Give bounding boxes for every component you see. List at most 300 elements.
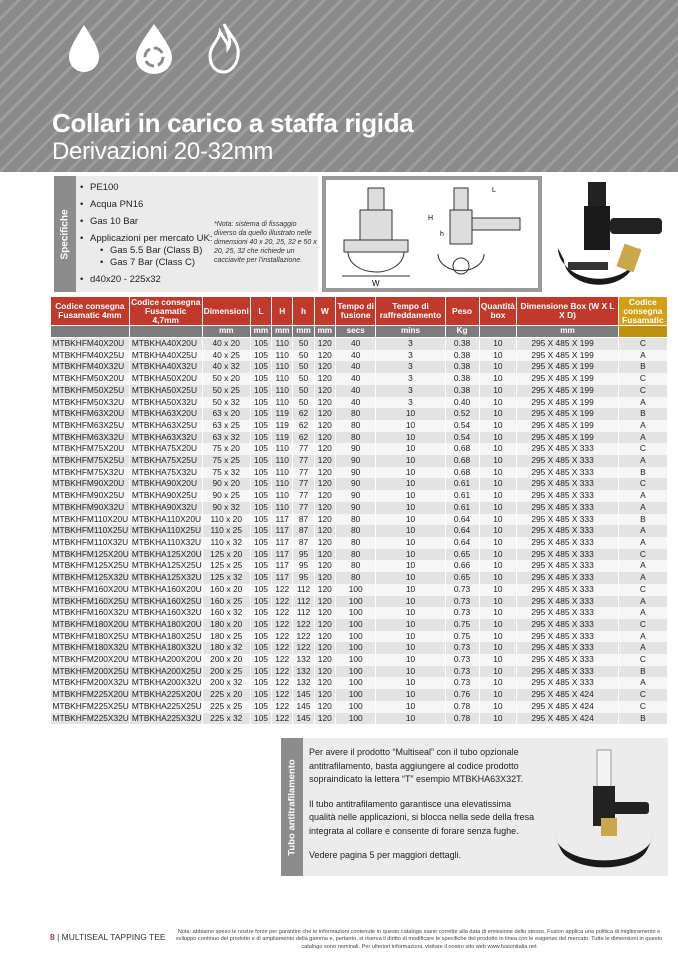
table-row [51, 443, 668, 455]
table-cell: 120 [314, 607, 335, 619]
table-cell: 112 [293, 607, 314, 619]
table-cell: MTBKHFM90X25U [51, 490, 130, 502]
table-cell: 40 x 20 [202, 338, 250, 350]
table-cell: 10 [479, 420, 517, 432]
spec-item: • Applicazioni per mercato UK: • Gas 5.5 Bar (Class B) • Gas 7 Bar (Class C) [80, 233, 213, 268]
table-cell: 100 [335, 654, 376, 666]
table-cell: C [618, 584, 667, 596]
header-icons [60, 18, 248, 78]
table-cell: 105 [250, 420, 271, 432]
table-cell: 125 x 25 [202, 560, 250, 572]
col-header: Codice consegna Fusamatic [618, 297, 667, 326]
table-cell: 295 X 485 X 333 [517, 478, 618, 490]
table-cell: 0.76 [445, 689, 479, 701]
table-cell: C [618, 689, 667, 701]
table-cell: 3 [376, 373, 445, 385]
table-cell: MTBKHA90X20U [129, 478, 202, 490]
table-cell: 40 [335, 385, 376, 397]
table-cell: MTBKHA110X20U [129, 514, 202, 526]
table-row [51, 467, 668, 479]
unit-cell [51, 326, 130, 338]
table-cell: 120 [314, 514, 335, 526]
table-cell: A [618, 490, 667, 502]
table-cell: 295 X 485 X 199 [517, 397, 618, 409]
table-cell: 40 [335, 350, 376, 362]
table-cell: MTBKHFM160X20U [52, 583, 129, 594]
table-cell: 0.65 [445, 572, 479, 584]
table-cell: 122 [272, 701, 293, 713]
table-cell: MTBKHFM125X20U [52, 548, 129, 559]
table-cell: 180 x 20 [202, 619, 250, 631]
footer-page: 8 | MULTISEAL TAPPING TEE [50, 932, 166, 942]
table-row [51, 701, 668, 713]
flame-icon [200, 18, 248, 78]
table-cell: 180 x 32 [202, 642, 250, 654]
table-cell: 295 X 485 X 333 [517, 607, 618, 619]
tube-paragraph: Il tubo antitrafilamento garantisce una elevatissima qualità nelle applicazioni, si blocca nella sede della fresa integrata al collare e consente di forare senza fughe. [309, 798, 535, 836]
table-cell: 77 [293, 502, 314, 514]
spec-item: • d40x20 - 225x32 [80, 274, 213, 285]
table-cell: 0.73 [445, 654, 479, 666]
table-cell: 63 x 32 [202, 432, 250, 444]
table-cell: 0.75 [445, 631, 479, 643]
table-cell: 10 [479, 397, 517, 409]
table-cell: 122 [272, 642, 293, 654]
table-cell: 10 [376, 490, 445, 502]
table-cell: 100 [335, 607, 376, 619]
table-cell: MTBKHA50X25U [129, 385, 202, 397]
table-cell: C [618, 549, 667, 561]
table-cell: 120 [314, 455, 335, 467]
table-cell: 225 x 32 [202, 713, 250, 725]
table-cell: 0.73 [445, 584, 479, 596]
table-cell: MTBKHA90X25U [129, 490, 202, 502]
table-cell: 10 [376, 677, 445, 689]
table-cell: 105 [250, 654, 271, 666]
table-row [51, 361, 668, 373]
table-cell: 122 [272, 713, 293, 725]
table-cell: 112 [293, 596, 314, 608]
table-cell: MTBKHA75X20U [129, 443, 202, 455]
table-cell: 10 [376, 654, 445, 666]
table-cell: 90 x 25 [202, 490, 250, 502]
table-cell: MTBKHFM50X25U [51, 385, 130, 397]
table-cell: MTBKHA63X20U [129, 408, 202, 420]
table-cell: 90 x 20 [202, 478, 250, 490]
table-cell: 160 x 25 [202, 596, 250, 608]
table-cell: MTBKHA63X25U [129, 420, 202, 432]
table-cell: 295 X 485 X 333 [517, 502, 618, 514]
table-cell: 105 [250, 525, 271, 537]
table-cell: 120 [314, 525, 335, 537]
table-cell: 110 [272, 443, 293, 455]
table-cell: 122 [272, 584, 293, 596]
table-cell: 10 [376, 619, 445, 631]
spec-item: • Gas 10 Bar [80, 216, 213, 227]
table-cell: 120 [314, 361, 335, 373]
table-cell: MTBKHA75X25U [129, 455, 202, 467]
table-row [51, 455, 668, 467]
table-cell: 120 [314, 677, 335, 689]
table-cell: MTBKHFM40X25U [51, 350, 130, 362]
table-cell: 80 [335, 525, 376, 537]
table-cell: 105 [250, 467, 271, 479]
tube-paragraph: Vedere pagina 5 per maggiori dettagli. [309, 850, 462, 860]
spec-item: • Acqua PN16 [80, 199, 213, 210]
table-cell: 120 [314, 560, 335, 572]
table-cell: 119 [272, 420, 293, 432]
table-row [51, 713, 668, 725]
table-cell: 90 [335, 502, 376, 514]
table-row [51, 490, 668, 502]
table-cell: 10 [479, 560, 517, 572]
table-cell: 295 X 485 X 333 [517, 490, 618, 502]
table-cell: 105 [250, 478, 271, 490]
table-cell: 120 [314, 432, 335, 444]
table-cell: 40 [335, 338, 376, 350]
table-cell: 105 [250, 490, 271, 502]
table-cell: C [618, 654, 667, 666]
table-cell: MTBKHFM160X25U [52, 595, 129, 606]
table-cell: MTBKHFM40X32U [51, 361, 130, 373]
table-cell: 80 [335, 408, 376, 420]
table-cell: 295 X 485 X 424 [517, 701, 618, 713]
table-cell: 122 [272, 607, 293, 619]
table-cell: 122 [293, 642, 314, 654]
table-cell: 40 [335, 373, 376, 385]
table-cell: 100 [335, 701, 376, 713]
tube-side-label: Tubo antitrafilamento [281, 738, 303, 876]
unit-cell: Kg [445, 326, 479, 338]
table-cell: 87 [293, 514, 314, 526]
table-cell: 295 X 485 X 333 [517, 467, 618, 479]
table-cell: 122 [293, 631, 314, 643]
table-cell: 295 X 485 X 333 [517, 455, 618, 467]
table-cell: MTBKHA180X25U [129, 631, 202, 643]
table-cell: 10 [479, 713, 517, 725]
svg-text:h: h [440, 231, 444, 238]
table-cell: MTBKHA225X32U [129, 713, 202, 725]
table-cell: 295 X 485 X 333 [517, 642, 618, 654]
table-row [51, 525, 668, 537]
table-cell: 0.73 [445, 607, 479, 619]
table-cell: 50 [293, 338, 314, 350]
table-cell: 105 [250, 619, 271, 631]
table-cell: MTBKHA180X32U [129, 642, 202, 654]
table-cell: 10 [376, 584, 445, 596]
unit-cell: mm [202, 326, 250, 338]
table-cell: 295 X 485 X 333 [517, 572, 618, 584]
table-cell: 225 x 20 [202, 689, 250, 701]
table-cell: 10 [479, 490, 517, 502]
table-cell: 62 [293, 420, 314, 432]
table-row [51, 607, 668, 619]
table-cell: MTBKHA200X20U [129, 654, 202, 666]
table-cell: 105 [250, 385, 271, 397]
table-cell: 90 [335, 443, 376, 455]
table-cell: 295 X 485 X 199 [517, 385, 618, 397]
table-cell: 125 x 20 [202, 549, 250, 561]
table-cell: 10 [376, 455, 445, 467]
table-cell: 10 [479, 584, 517, 596]
table-cell: 0.64 [445, 514, 479, 526]
table-cell: 0.64 [445, 537, 479, 549]
table-cell: 10 [479, 525, 517, 537]
table-cell: B [618, 408, 667, 420]
col-header: h [293, 297, 314, 326]
table-row [51, 619, 668, 631]
table-cell: 90 [335, 490, 376, 502]
table-cell: MTBKHA225X20U [129, 689, 202, 701]
table-cell: 105 [250, 596, 271, 608]
table-cell: MTBKHA180X20U [129, 619, 202, 631]
tube-panel [281, 738, 668, 876]
table-cell: 120 [314, 467, 335, 479]
table-cell: 120 [314, 408, 335, 420]
table-cell: MTBKHA160X25U [129, 596, 202, 608]
col-header: L [250, 297, 271, 326]
table-row [51, 397, 668, 409]
table-cell: 10 [376, 666, 445, 678]
page-subtitle: Derivazioni 20-32mm [52, 138, 274, 165]
table-cell: MTBKHA125X32U [129, 572, 202, 584]
table-cell: MTBKHFM160X32U [52, 607, 129, 618]
table-cell: 10 [376, 713, 445, 725]
table-cell: 100 [335, 584, 376, 596]
table-cell: 80 [335, 514, 376, 526]
table-cell: 295 X 485 X 333 [517, 631, 618, 643]
table-cell: 10 [376, 572, 445, 584]
unit-cell: mm [314, 326, 335, 338]
specs-side-label: Specifiche [54, 176, 76, 292]
table-cell: 10 [376, 514, 445, 526]
product-table [50, 296, 668, 724]
table-cell: 0.73 [445, 642, 479, 654]
table-cell: 0.54 [445, 432, 479, 444]
table-cell: 40 [335, 397, 376, 409]
table-cell: A [618, 350, 667, 362]
table-cell: 10 [376, 467, 445, 479]
table-cell: C [618, 478, 667, 490]
table-cell: A [618, 677, 667, 689]
table-cell: 122 [272, 596, 293, 608]
unit-cell: mins [376, 326, 445, 338]
table-cell: MTBKHA63X32U [129, 432, 202, 444]
table-cell: MTBKHFM40X20U [51, 338, 130, 350]
table-cell: 10 [479, 502, 517, 514]
table-cell: 3 [376, 361, 445, 373]
water-drop-icon [60, 18, 108, 78]
table-cell: 80 [335, 560, 376, 572]
table-cell: 105 [250, 572, 271, 584]
table-row [51, 408, 668, 420]
table-cell: 117 [272, 549, 293, 561]
table-row [51, 572, 668, 584]
table-row [51, 385, 668, 397]
table-cell: MTBKHA125X20U [129, 549, 202, 561]
table-cell: 50 x 20 [202, 373, 250, 385]
col-header: Tempo di raffreddamento [376, 297, 445, 326]
table-cell: 120 [314, 642, 335, 654]
table-cell: 90 x 32 [202, 502, 250, 514]
table-cell: 77 [293, 455, 314, 467]
table-cell: 105 [250, 350, 271, 362]
table-cell: 75 x 20 [202, 443, 250, 455]
table-cell: 120 [314, 490, 335, 502]
table-cell: 145 [293, 701, 314, 713]
table-cell: 80 [335, 572, 376, 584]
table-cell: 10 [376, 420, 445, 432]
table-cell: 200 x 32 [202, 677, 250, 689]
table-cell: 132 [293, 677, 314, 689]
table-cell: 10 [376, 689, 445, 701]
unit-cell: mm [293, 326, 314, 338]
table-cell: A [618, 642, 667, 654]
table-cell: MTBKHFM125X25U [52, 560, 129, 571]
table-cell: 132 [293, 654, 314, 666]
table-row [51, 642, 668, 654]
table-cell: 10 [376, 560, 445, 572]
col-header: Quantità box [479, 297, 517, 326]
table-cell: MTBKHA160X32U [129, 607, 202, 619]
table-cell: 110 [272, 361, 293, 373]
table-row [51, 514, 668, 526]
table-cell: 110 [272, 373, 293, 385]
table-cell: 100 [335, 619, 376, 631]
table-cell: 105 [250, 397, 271, 409]
table-cell: 110 [272, 338, 293, 350]
table-row [51, 502, 668, 514]
table-cell: 90 [335, 478, 376, 490]
table-cell: 105 [250, 689, 271, 701]
specs-list [80, 182, 213, 291]
svg-text:L: L [492, 187, 496, 194]
table-cell: 105 [250, 584, 271, 596]
table-cell: 95 [293, 560, 314, 572]
table-cell: 10 [376, 549, 445, 561]
table-cell: 10 [479, 361, 517, 373]
table-cell: 295 X 485 X 333 [517, 677, 618, 689]
table-cell: 3 [376, 397, 445, 409]
table-cell: 295 X 485 X 333 [517, 443, 618, 455]
table-cell: 105 [250, 631, 271, 643]
table-cell: 117 [272, 525, 293, 537]
unit-cell [479, 326, 517, 338]
table-cell: 0.73 [445, 677, 479, 689]
table-cell: 110 x 20 [202, 514, 250, 526]
table-cell: 120 [314, 689, 335, 701]
table-cell: 110 [272, 478, 293, 490]
table-cell: A [618, 572, 667, 584]
table-cell: 10 [479, 385, 517, 397]
table-cell: 10 [479, 642, 517, 654]
table-cell: MTBKHFM63X20U [51, 408, 130, 420]
table-cell: MTBKHFM225X25U [52, 700, 129, 711]
table-cell: 295 X 485 X 333 [517, 584, 618, 596]
table-cell: 87 [293, 525, 314, 537]
table-cell: 63 x 25 [202, 420, 250, 432]
table-cell: 117 [272, 514, 293, 526]
table-cell: 40 x 25 [202, 350, 250, 362]
table-cell: 105 [250, 502, 271, 514]
table-cell: MTBKHA225X25U [129, 701, 202, 713]
table-cell: 10 [376, 525, 445, 537]
table-cell: 122 [272, 689, 293, 701]
table-cell: 100 [335, 596, 376, 608]
product-photo [544, 176, 668, 292]
table-cell: 120 [314, 385, 335, 397]
table-cell: 0.68 [445, 455, 479, 467]
table-row [51, 478, 668, 490]
spec-subitem: • Gas 5.5 Bar (Class B) [100, 245, 213, 256]
table-cell: 10 [479, 478, 517, 490]
table-cell: 0.78 [445, 713, 479, 725]
table-cell: 120 [314, 420, 335, 432]
table-cell: 200 x 20 [202, 654, 250, 666]
table-cell: 10 [479, 572, 517, 584]
page-header [0, 0, 678, 172]
table-cell: 80 [335, 537, 376, 549]
col-header: H [272, 297, 293, 326]
table-cell: 10 [479, 373, 517, 385]
table-cell: 145 [293, 713, 314, 725]
table-cell: 0.40 [445, 397, 479, 409]
table-cell: MTBKHFM225X32U [52, 712, 129, 723]
table-cell: 105 [250, 677, 271, 689]
table-cell: MTBKHFM75X25U [51, 455, 130, 467]
table-cell: 105 [250, 666, 271, 678]
table-cell: 120 [314, 549, 335, 561]
table-cell: 295 X 485 X 333 [517, 549, 618, 561]
table-cell: MTBKHFM50X32U [51, 397, 130, 409]
table-cell: MTBKHFM110X25U [52, 525, 129, 536]
table-cell: 10 [376, 432, 445, 444]
table-cell: 10 [479, 432, 517, 444]
table-cell: 122 [272, 619, 293, 631]
table-cell: 100 [335, 642, 376, 654]
table-cell: 77 [293, 478, 314, 490]
table-cell: 105 [250, 443, 271, 455]
table-row [51, 666, 668, 678]
table-cell: 3 [376, 350, 445, 362]
table-cell: C [618, 701, 667, 713]
footer-note: Nota: abbiamo speso le nostre forze per garantire che le informazioni contenute in questo catalogo siano corrette alla data di emissione dello stesso. Fusion applica una politica di miglioramento e sviluppo continuo del prodotto e di ampliamento della gamma e, pertanto, si riserva il diritto di modificare le specifiche del prodotto in linea con le esigenze del mercato. Tutte le dimensioni in questo catalogo sono nominali. Per ulteriori informazioni, visitare il nostro sito web www.fusionitalia.net [175, 929, 663, 950]
table-cell: 50 x 32 [202, 397, 250, 409]
table-row [51, 596, 668, 608]
table-cell: 62 [293, 408, 314, 420]
table-cell: A [618, 537, 667, 549]
table-cell: 295 X 485 X 333 [517, 560, 618, 572]
table-cell: 0.38 [445, 361, 479, 373]
table-cell: 0.68 [445, 467, 479, 479]
table-cell: 10 [376, 607, 445, 619]
table-cell: 117 [272, 572, 293, 584]
table-cell: 10 [479, 549, 517, 561]
table-row [51, 560, 668, 572]
table-row [51, 689, 668, 701]
table-cell: 75 x 25 [202, 455, 250, 467]
table-units-row [51, 326, 668, 338]
table-cell: 10 [479, 408, 517, 420]
table-cell: 120 [314, 350, 335, 362]
table-cell: MTBKHFM225X20U [52, 689, 129, 700]
table-cell: 110 [272, 467, 293, 479]
table-cell: MTBKHA40X20U [129, 338, 202, 350]
col-header: Codice consegna Fusamatic 4mm [51, 297, 130, 326]
table-cell: 122 [272, 654, 293, 666]
table-cell: A [618, 525, 667, 537]
table-cell: 105 [250, 537, 271, 549]
